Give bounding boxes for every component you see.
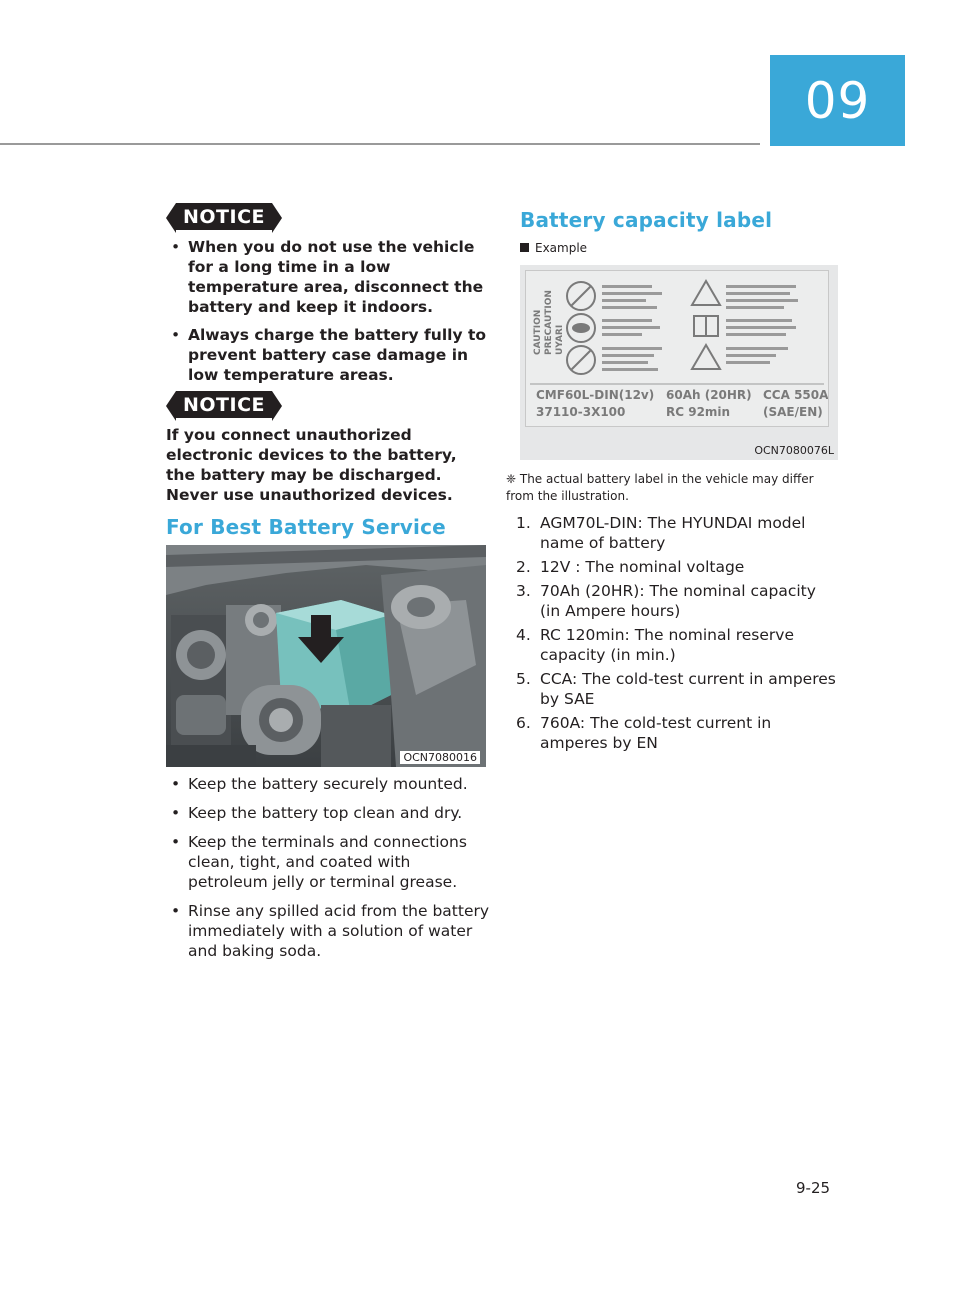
example-caption bbox=[520, 241, 587, 255]
engine-bay-illustration bbox=[166, 545, 486, 767]
item-number: 6. bbox=[516, 714, 531, 732]
list-item: • When you do not use the vehicle for a long time in a low temperature area, disconnect the battery and keep it indoors. bbox=[170, 237, 490, 317]
item-text: AGM70L-DIN: The HYUNDAI model name of battery bbox=[540, 514, 806, 552]
service-list bbox=[170, 774, 490, 970]
list-item bbox=[516, 625, 841, 665]
list-item: • Keep the battery securely mounted. bbox=[170, 774, 490, 794]
list-item: • Keep the battery top clean and dry. bbox=[170, 803, 490, 823]
label-reserve-text: RC 92min bbox=[666, 405, 731, 419]
item-text: 12V : The nominal voltage bbox=[540, 558, 745, 576]
item-text: 760A: The cold-test current in amperes by EN bbox=[540, 714, 772, 752]
square-bullet-icon bbox=[520, 243, 529, 252]
caution-text: UYARI bbox=[555, 324, 565, 355]
item-number: 5. bbox=[516, 670, 531, 688]
list-item: • Keep the terminals and connections clean, tight, and coated with petroleum jelly or terminal grease. bbox=[170, 832, 490, 892]
item-number: 3. bbox=[516, 582, 531, 600]
item-text: 70Ah (20HR): The nominal capacity (in Ampere hours) bbox=[540, 582, 816, 620]
section-heading: For Best Battery Service bbox=[166, 515, 446, 539]
item-number: 2. bbox=[516, 558, 531, 576]
item-text: CCA: The cold-test current in amperes by SAE bbox=[540, 670, 836, 708]
caution-text: PRECAUTION bbox=[544, 290, 554, 355]
list-item: • Always charge the battery fully to prevent battery case damage in low temperature areas. bbox=[170, 325, 490, 385]
battery-label-illustration bbox=[526, 271, 828, 426]
list-item bbox=[516, 557, 841, 577]
engine-bay-photo bbox=[166, 545, 486, 767]
caution-text: CAUTION bbox=[533, 309, 543, 355]
disclaimer-note: ❈ The actual battery label in the vehicle may differ from the illustration. bbox=[506, 472, 814, 503]
example-label: Example bbox=[535, 241, 588, 255]
list-item bbox=[516, 581, 841, 621]
label-capacity-text: 60Ah (20HR) bbox=[666, 388, 752, 402]
list-item: • Rinse any spilled acid from the battery immediately with a solution of water and baking soda. bbox=[170, 901, 490, 961]
chapter-tab: 09 bbox=[770, 55, 905, 146]
notice-text: If you connect unauthorized electronic devices to the battery, the battery may be discharged. Never use unauthorized devices. bbox=[166, 426, 457, 504]
notice-badge: NOTICE bbox=[176, 203, 272, 230]
battery-label bbox=[525, 270, 829, 427]
list-item bbox=[516, 669, 841, 709]
label-model-text: CMF60L-DIN(12v) bbox=[536, 388, 655, 402]
item-number: 1. bbox=[516, 514, 531, 532]
image-code: OCN7080016 bbox=[400, 751, 480, 764]
page-number: 9-25 bbox=[796, 1179, 831, 1197]
section-heading: Battery capacity label bbox=[520, 208, 773, 232]
header-rule bbox=[0, 143, 760, 145]
label-part-text: 37110-3X100 bbox=[536, 405, 626, 419]
label-legend-list bbox=[516, 513, 841, 757]
label-cca-text: CCA 550A bbox=[763, 388, 828, 402]
image-code: OCN7080076L bbox=[754, 444, 834, 457]
item-text: RC 120min: The nominal reserve capacity (in min.) bbox=[540, 626, 794, 664]
notice-badge: NOTICE bbox=[176, 391, 272, 418]
label-cca-standard-text: (SAE/EN) bbox=[763, 405, 823, 419]
list-item bbox=[516, 713, 841, 753]
list-item bbox=[516, 513, 841, 553]
notice-list bbox=[170, 237, 490, 393]
item-number: 4. bbox=[516, 626, 531, 644]
